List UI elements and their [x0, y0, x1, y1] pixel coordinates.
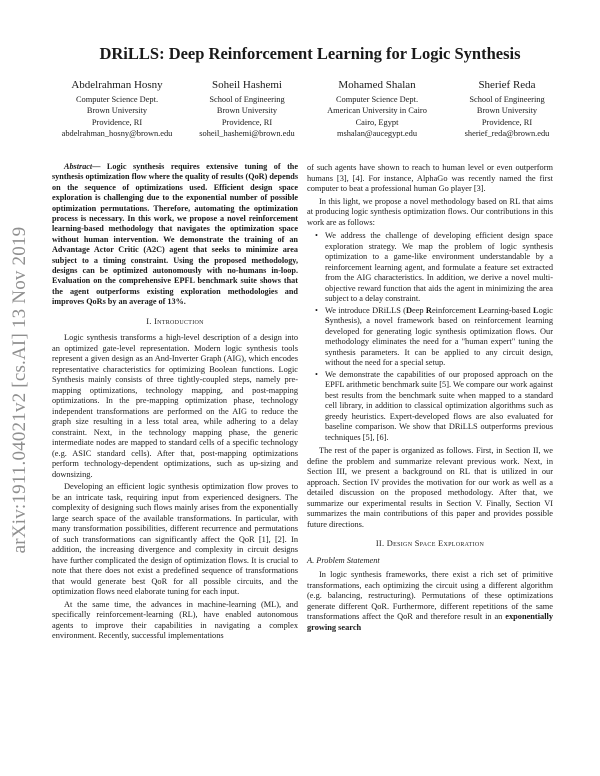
author-institution: Brown University	[86, 106, 148, 116]
abstract-label: Abstract	[64, 162, 93, 171]
arxiv-stamp	[4, 200, 36, 580]
paragraph: Developing an efficient logic synthesis optimization flow proves to be an intricate task, requiring input from experienced designers. The complexity of designing such flows mainly arises from the exponentially large search space of the available transformations. In particular, with many transformation possibilities, different recurrence and permutations of such transformations can significantly affect the QoR [1], [2]. In addition, the increasing divergence and complexity in circuit designs have further complicated the design of optimization flows. It is crucial to note that there does not exist a predefined sequence of transformations that would generate best QoR for all possible circuits, and the optimization flows need elaborate tuning for each input.	[52, 482, 298, 597]
author-affiliation: Computer Science Dept.	[335, 95, 419, 104]
right-column	[307, 163, 553, 633]
author-email[interactable]: sherief_reda@brown.edu	[464, 128, 550, 138]
author-institution: American University in Cairo	[327, 106, 427, 116]
author-block	[52, 79, 572, 139]
left-column	[52, 162, 298, 642]
paragraph: In this light, we propose a novel methodology based on RL that aims at producing logic synthesis optimization flows. Our contributions in this work are as follows:	[307, 196, 553, 227]
list-item: • We demonstrate the capabilities of our proposed approach on the EPFL arithmetic benchmark suite [5]. We compare our work against best results from the benchmark suite when mapped to a standard cell library, in addition to classical optimization algorithms such as greedy heuristics. Expert-developed flows are also evaluated for baseline comparison. We show that DRiLLS outperforms previous techniques [5], [6].	[325, 370, 553, 444]
author-affiliation: Computer Science Dept.	[75, 95, 159, 104]
paragraph: In logic synthesis frameworks, there exist a rich set of primitive transformations, each optimizing the circuit using a different algorithm (e.g. balancing, restructuring). Permutations of these optimizations generate different QoR. Furthermore, different repetitions of the same transformations affect the QoR and therefore result in an exponentially growing search	[307, 570, 553, 632]
paragraph: The rest of the paper is organized as follows. First, in Section II, we define the problem and summarize relevant previous work. Next, in Section III, we present a background on RL that is utilized in our approach. Section IV provides the motivation for our work as well as a detailed discussion on the proposed methodology. After that, we summarize our experimental results in Section V. Finally, Section VI summarizes the main contributions of this paper and provides possible future directions.	[307, 446, 553, 529]
author-3	[312, 79, 442, 139]
abstract: Abstract— Logic synthesis requires extensive tuning of the synthesis optimization flow where the quality of results (QoR) depends on the sequence of optimizations used. Efficient design space exploration is challenging due to the exponential number of possible optimization permutations. Therefore, automating the optimization process is necessary. In this work, we propose a novel reinforcement learning-based methodology that navigates the optimization space without human intervention. We demonstrate the training of an Advantage Actor Critic (A2C) agent that seeks to minimize area subject to a timing constraint. Using the proposed methodology, designs can be optimized autonomously with no-humans in-loop. Evaluation on the comprehensive EPFL benchmark suite shows that the agent outperforms existing exploration methodologies and improves QoRs by an average of 13%.	[52, 162, 299, 307]
author-name: Mohamed Shalan	[338, 79, 416, 91]
author-name: Soheil Hashemi	[212, 79, 282, 91]
list-item: • We introduce DRiLLS (Deep Reinforcement Learning-based Logic Synthesis), a novel framework based on reinforcement learning developed for generating logic synthesis optimization flows. Our methodology eliminates the need for a "human expert" tuning the synthesis parameters. It can be applied to any circuit design, without the need for a special setup.	[325, 306, 553, 369]
subsection-heading: A. Problem Statement	[307, 555, 380, 565]
paragraph: Logic synthesis transforms a high-level description of a design into an optimized gate-level representation. Modern logic synthesis tools represent a given design as an And-Inverter Graph (AIG), which encodes representative characteristics for optimizing Boolean functions. Logic Synthesis mainly consists of three tightly-coupled steps, namely pre-mapping optimizations, technology mapping, and post-mapping optimizations. In the pre-mapping optimization phase, technology independent transformations are performed on the AIG to reduce the graph size resulting in a less total area, while adhering to a delay constraint. Next, in the technology mapping phase, the generic intermediate nodes are mapped to standard cells of a specific technology (e.g. ASIC standard cells). After that, post-mapping optimizations perform technology-dependent optimizations, such as up-sizing and downsizing.	[52, 333, 298, 479]
author-institution: Brown University	[216, 106, 278, 116]
author-institution: Brown University	[476, 106, 538, 116]
author-name: Abdelrahman Hosny	[71, 79, 163, 91]
author-name: Sherief Reda	[478, 79, 536, 91]
author-4	[442, 79, 572, 139]
paper-title: DRiLLS: Deep Reinforcement Learning for Logic Synthesis	[99, 44, 521, 63]
abstract-text: Logic synthesis requires extensive tuning of the synthesis optimization flow where the quality of results (QoR) depends on the sequence of optimizations used. Efficient design space exploration is challenging due to the exponential number of possible optimization permutations. Therefore, automating the optimization process is necessary. In this work, we propose a novel reinforcement learning-based methodology that navigates the optimization space without human intervention. We demonstrate the training of an Advantage Actor Critic (A2C) agent that seeks to minimize area subject to a timing constraint. Using the proposed methodology, designs can be optimized autonomously with no-humans in-loop. Evaluation on the comprehensive EPFL benchmark suite shows that the agent outperforms existing exploration methodologies and improves QoRs by an average of 13%.	[52, 162, 299, 307]
author-affiliation: School of Engineering	[209, 95, 285, 104]
author-location: Providence, RI	[91, 117, 143, 127]
paragraph: At the same time, the advances in machine-learning (ML), and specifically reinforcement-learning (RL), have enabled autonomous agents to improve their capabilities in navigating a complex environment. Recently, successful implementations	[52, 599, 298, 641]
section-heading-design-space: II. Design Space Exploration	[375, 539, 485, 548]
author-location: Providence, RI	[221, 117, 273, 127]
list-item: • We address the challenge of developing efficient design space exploration strategy. We map the problem of logic synthesis optimization to a game-like environment understandable by a reinforcement learning agent, and formulate a feature set extracted from the AIG characteristics. In addition, we derive a novel multi-objective reward function that aids the agent in minimizing the area subject to a delay constraint.	[325, 231, 553, 305]
contributions-list	[307, 231, 553, 443]
author-affiliation: School of Engineering	[469, 95, 545, 104]
author-1	[52, 79, 182, 139]
author-email[interactable]: abdelrahman_hosny@brown.edu	[61, 128, 173, 138]
section-heading-introduction: I. Introduction	[146, 316, 204, 326]
author-location: Providence, RI	[481, 117, 533, 127]
author-email[interactable]: soheil_hashemi@brown.edu	[199, 128, 295, 138]
paragraph: of such agents have shown to reach to human level or even outperform humans [3], [4]. For instance, AlphaGo was recently named the first computer to beat a professional human Go player [3].	[307, 163, 553, 193]
arxiv-id: arXiv:1911.04021v2 [cs.AI] 13 Nov 2019	[9, 226, 30, 554]
author-email[interactable]: mshalan@aucegypt.edu	[336, 128, 418, 138]
author-location: Cairo, Egypt	[355, 117, 399, 127]
author-2	[182, 79, 312, 139]
